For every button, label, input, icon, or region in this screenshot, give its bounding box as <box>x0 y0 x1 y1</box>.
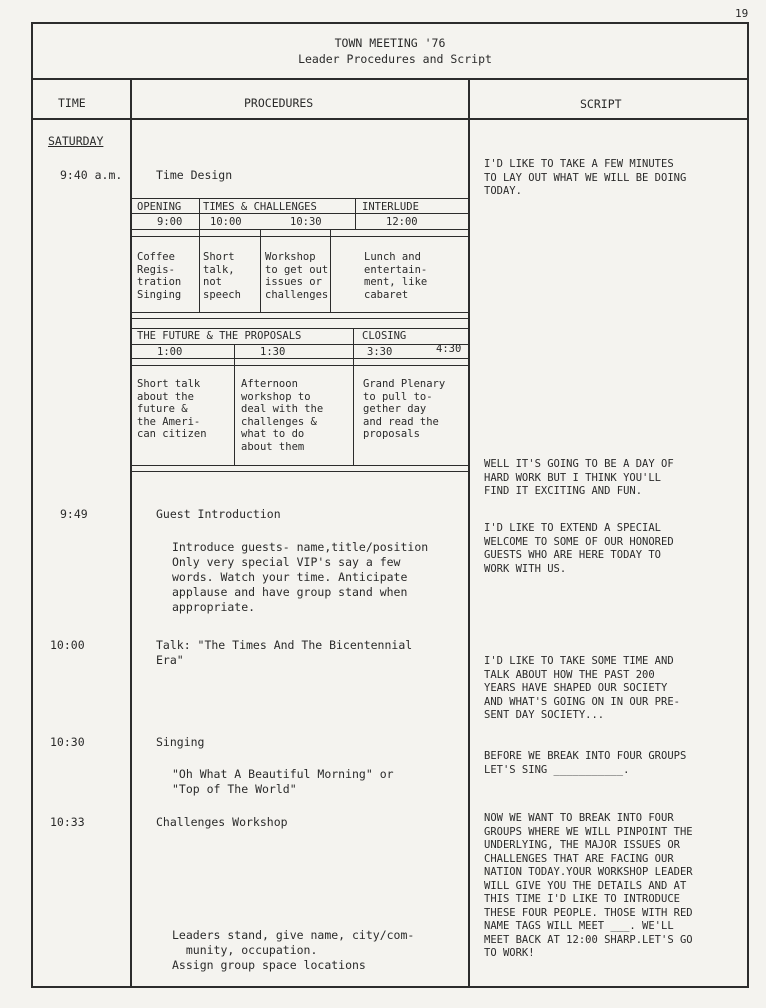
table-cell: Short talk about the future & the Ameri- can citizen <box>137 378 207 440</box>
script-text: I'D LIKE TO TAKE SOME TIME AND TALK ABOUT HOW THE PAST 200 YEARS HAVE SHAPED OUR SOCIETY AND WHAT'S GOING ON IN OUR PRE- SENT DAY SOCIETY... <box>484 655 680 721</box>
table-cell: Afternoon workshop to deal with the challenges & what to do about them <box>241 378 324 453</box>
entry-time: 10:30 <box>50 735 85 749</box>
entry-title: Singing <box>156 735 205 749</box>
script-text: I'D LIKE TO TAKE A FEW MINUTES TO LAY OUT WHAT WE WILL BE DOING TODAY. <box>484 158 687 197</box>
entry-time: 10:33 <box>50 815 85 829</box>
entry-title: Talk: "The Times And The Bicentennial Era" <box>156 638 413 667</box>
table-time: 10:30 <box>290 216 322 228</box>
table-time: 12:00 <box>386 216 418 228</box>
table-header: OPENING <box>137 201 182 213</box>
script-text: BEFORE WE BREAK INTO FOUR GROUPS LET'S SING ___________. <box>484 750 687 776</box>
table-cell: Workshop to get out issues or challenges <box>265 251 329 301</box>
time-design-title: Time Design <box>156 168 233 182</box>
table-cell: Grand Plenary to pull to- gether day and read the proposals <box>363 378 446 440</box>
column-header-time: TIME <box>58 96 86 110</box>
entry-time: 9:40 a.m. <box>60 168 123 182</box>
table-header: CLOSING <box>362 330 407 342</box>
table-header: THE FUTURE & THE PROPOSALS <box>137 330 302 342</box>
entry-time: 10:00 <box>50 638 85 652</box>
table-time: 1:30 <box>260 346 286 358</box>
script-text: I'D LIKE TO EXTEND A SPECIAL WELCOME TO SOME OF OUR HONORED GUESTS WHO ARE HERE TODAY TO WORK WITH US. <box>484 522 674 575</box>
page-number: 19 <box>735 7 749 20</box>
table-time: 1:00 <box>157 346 183 358</box>
table-time: 10:00 <box>210 216 242 228</box>
table-cell: Coffee Regis- tration Singing <box>137 251 182 301</box>
table-time: 3:30 <box>367 346 393 358</box>
entry-time: 9:49 <box>60 507 88 521</box>
entry-detail: Leaders stand, give name, city/com- munity, occupation. Assign group space locations <box>172 928 415 972</box>
table-time: 4:30 <box>436 343 462 355</box>
column-header-script: SCRIPT <box>580 97 622 111</box>
entry-detail: "Oh What A Beautiful Morning" or "Top of The World" <box>172 767 394 796</box>
table-cell: Lunch and entertain- ment, like cabaret <box>364 251 428 301</box>
script-text: NOW WE WANT TO BREAK INTO FOUR GROUPS WHERE WE WILL PINPOINT THE UNDERLYING, THE MAJOR ISSUES OR CHALLENGES THAT ARE FACING OUR NATION TODAY.YOUR WORKSHOP LEADER WILL GIVE YOU THE DETAILS AND AT THIS TIME I'D LIKE TO INTRODUCE THESE FOUR PEOPLE. THOSE WITH RED NAME TAGS WILL MEET ___. WE'LL MEET BACK AT 12:00 SHARP.LET'S GO TO WORK! <box>484 812 693 959</box>
table-cell: Short talk, not speech <box>203 251 241 301</box>
entry-title: Challenges Workshop <box>156 815 288 829</box>
table-header: TIMES & CHALLENGES <box>203 201 317 213</box>
entry-detail: Introduce guests- name,title/position Only very special VIP's say a few words. Watch your time. Anticipate applause and have group stand when appropriate. <box>172 540 429 614</box>
column-header-procedures: PROCEDURES <box>244 96 314 110</box>
table-header: INTERLUDE <box>362 201 419 213</box>
document-title: TOWN MEETING '76 <box>334 36 446 50</box>
document-subtitle: Leader Procedures and Script <box>298 52 492 66</box>
entry-title: Guest Introduction <box>156 507 281 521</box>
day-label: SATURDAY <box>48 134 104 148</box>
table-time: 9:00 <box>157 216 183 228</box>
script-text: WELL IT'S GOING TO BE A DAY OF HARD WORK BUT I THINK YOU'LL FIND IT EXCITING AND FUN. <box>484 458 674 497</box>
